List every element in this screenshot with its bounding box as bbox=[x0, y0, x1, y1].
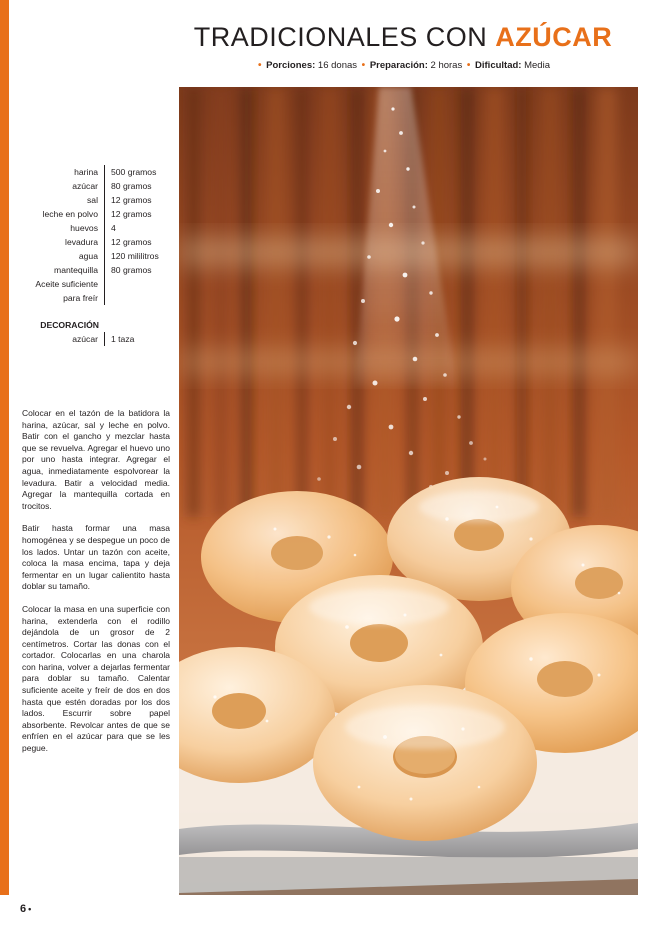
ingredient-qty: 500 gramos bbox=[111, 167, 157, 177]
page-number bbox=[20, 903, 31, 915]
ingredient-qty: 12 gramos bbox=[111, 209, 152, 219]
ingredient-qty: 120 mililitros bbox=[111, 251, 159, 261]
method-text bbox=[22, 408, 170, 766]
ingredient-row bbox=[22, 165, 172, 179]
method-paragraph: Colocar en el tazón de la batidora la harina, azúcar, sal y leche en polvo. Batir con el gancho y mezclar hasta que se revuelva. Agregar el huevo uno por uno hasta integrar. Agregar el agua, inmediatamente espolvorear la levadura. Batir a velocidad media. Agregar la mantequilla cortada en trocitos. bbox=[22, 408, 170, 511]
bullet-icon: • bbox=[466, 60, 471, 71]
page-number-dot: • bbox=[28, 904, 32, 914]
ingredient-row bbox=[22, 249, 172, 263]
ingredient-row bbox=[22, 277, 172, 291]
meta-label-dificultad: Dificultad: bbox=[475, 60, 522, 71]
ingredient-qty: 80 gramos bbox=[111, 181, 152, 191]
method-paragraph: Batir hasta formar una masa homogénea y se despegue un poco de los lados. Untar un tazón con aceite, coloca la masa encima, tapa y deja fermentar en un lugar calientito hasta doblar su tamaño. bbox=[22, 523, 170, 592]
ingredient-name: huevos bbox=[22, 221, 105, 235]
ingredient-name: azúcar bbox=[22, 332, 105, 346]
ingredient-qty bbox=[105, 291, 111, 305]
ingredient-row bbox=[22, 193, 172, 207]
ingredient-row bbox=[22, 207, 172, 221]
recipe-meta bbox=[168, 60, 638, 71]
method-paragraph: Colocar la masa en una superficie con harina, extenderla con el rodillo dejándola de un grosor de 2 centímetros. Cortar las donas con el cortador. Colocarlas en una charola con harina, volver a dejarlas fermentar para doblar su tamaño. Calentar suficiente aceite y freír de dos en dos hasta que estén doradas por los dos lados. Escurrir sobre papel absorbente. Revolcar antes de que se enfríen en el azúcar para que se les pegue. bbox=[22, 603, 170, 754]
ingredient-qty: 12 gramos bbox=[111, 237, 152, 247]
ingredient-name: sal bbox=[22, 193, 105, 207]
ingredients-spacer bbox=[22, 305, 172, 318]
ingredient-name: levadura bbox=[22, 235, 105, 249]
page-title bbox=[168, 22, 638, 53]
page-title-accent: AZÚCAR bbox=[495, 22, 613, 52]
meta-label-preparacion: Preparación: bbox=[369, 60, 428, 71]
ingredient-row bbox=[22, 263, 172, 277]
ingredient-qty: 1 taza bbox=[111, 334, 135, 344]
ingredients-table bbox=[22, 165, 172, 346]
ingredient-name: leche en polvo bbox=[22, 207, 105, 221]
ingredient-name: azúcar bbox=[22, 179, 105, 193]
ingredient-name: Aceite suficiente bbox=[22, 277, 105, 291]
ingredient-row bbox=[22, 235, 172, 249]
ingredient-qty: 4 bbox=[111, 223, 116, 233]
page-title-main: TRADICIONALES CON bbox=[193, 22, 488, 52]
ingredient-name: agua bbox=[22, 249, 105, 263]
ingredients-section-title: DECORACIÓN bbox=[40, 320, 99, 330]
ingredient-name: harina bbox=[22, 165, 105, 179]
ingredients-section-heading bbox=[22, 318, 172, 332]
ingredient-row bbox=[22, 291, 172, 305]
ingredient-qty: 80 gramos bbox=[111, 265, 152, 275]
bullet-icon: • bbox=[258, 60, 262, 71]
ingredient-row bbox=[22, 179, 172, 193]
ingredient-row bbox=[22, 221, 172, 235]
ingredient-qty: 12 gramos bbox=[111, 195, 152, 205]
bullet-icon: • bbox=[361, 60, 366, 71]
ingredient-row bbox=[22, 332, 172, 346]
meta-value-dificultad: Media bbox=[524, 60, 550, 71]
meta-value-porciones: 16 donas bbox=[317, 60, 358, 71]
left-accent-bar bbox=[0, 0, 9, 895]
meta-value-preparacion: 2 horas bbox=[430, 60, 463, 71]
recipe-photo bbox=[179, 87, 638, 895]
page-number-value: 6 bbox=[20, 903, 27, 915]
recipe-header bbox=[168, 22, 638, 71]
meta-label-porciones: Porciones: bbox=[266, 60, 316, 71]
ingredient-qty bbox=[105, 277, 111, 291]
ingredient-name: mantequilla bbox=[22, 263, 105, 277]
ingredients-section-blank bbox=[105, 318, 111, 332]
ingredient-name: para freír bbox=[22, 291, 105, 305]
